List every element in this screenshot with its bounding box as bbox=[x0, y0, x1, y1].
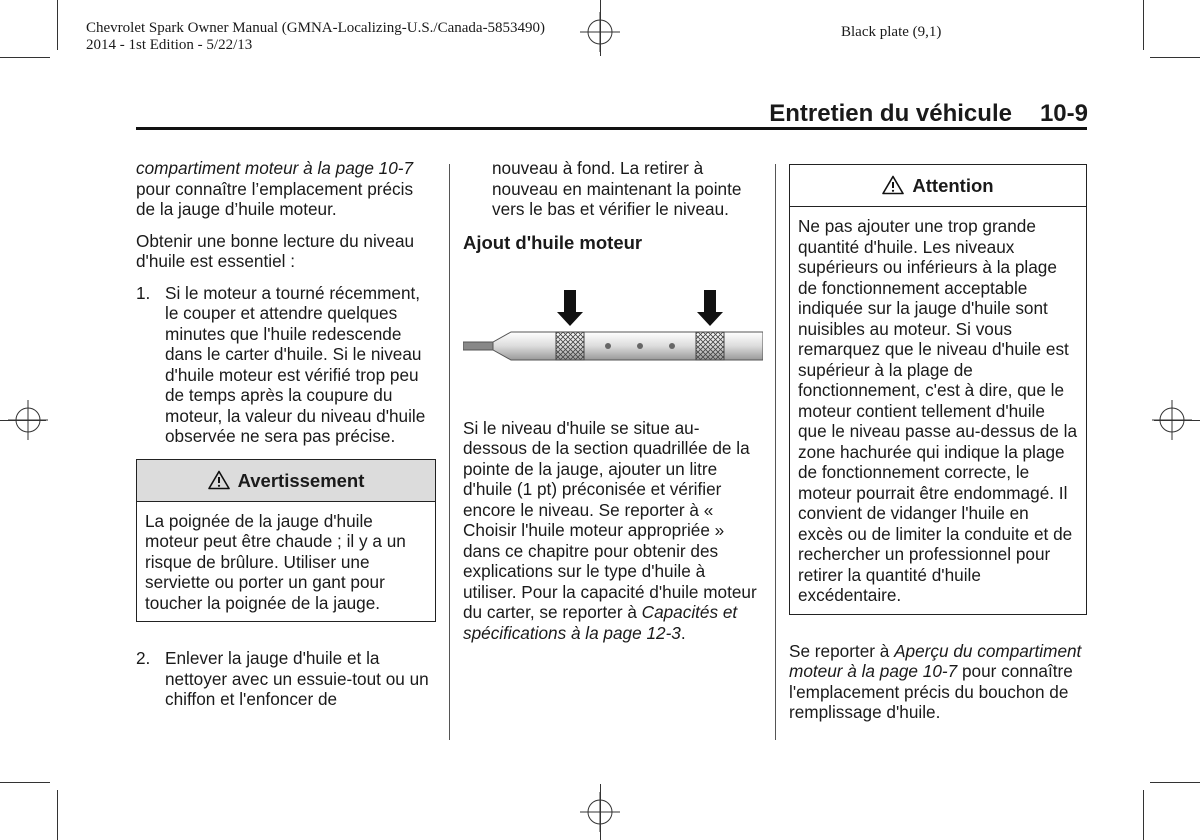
crop-mark bbox=[57, 0, 58, 50]
crop-mark bbox=[1143, 790, 1144, 840]
print-header-line2: 2014 - 1st Edition - 5/22/13 bbox=[86, 37, 253, 53]
registration-mark-icon bbox=[580, 792, 620, 832]
crop-mark bbox=[0, 782, 50, 783]
step-continued: nouveau à fond. La retirer à nouveau en maintenant la pointe vers le bas et vérifier le niveau. bbox=[492, 158, 742, 219]
attention-body: Ne pas ajouter une trop grande quantité d'huile. Les niveaux supérieurs ou inférieurs à la plage de fonctionnement acceptable indiquée sur la jauge d'huile sont nuisibles au moteur. Si vous remarquez que le niveau d'huile est supérieur à la plage de fonctionnement, c'est à dire, que le moteur contient tellement d'huile que le niveau passe au-dessus de la zone hachurée qui indique la plage de fonctionnement correcte, le moteur pourrait être endommagé. Il convient de vidanger l'huile en excès ou de limiter la conduite et de rechercher un professionnel pour retirer la quantité d'huile excédentaire. bbox=[798, 216, 1078, 605]
step-text: Enlever la jauge d'huile et la nettoyer avec un essuie-tout ou un chiffon et l'enfoncer de bbox=[165, 648, 429, 709]
step-number: 2. bbox=[136, 648, 151, 668]
body-text: . bbox=[680, 622, 686, 643]
list-item bbox=[136, 648, 436, 710]
crop-mark bbox=[1143, 0, 1144, 50]
attention-title: Attention bbox=[912, 175, 994, 196]
reading-note: Obtenir une bonne lecture du niveau d'huile est essentiel : bbox=[136, 230, 415, 271]
chapter-title: Entretien du véhicule bbox=[769, 100, 1012, 127]
section-heading: Ajout d'huile moteur bbox=[463, 231, 643, 253]
page-number: 10-9 bbox=[1039, 100, 1088, 127]
cross-reference-link[interactable]: Capacités et spécifications à la page 12-3 bbox=[463, 602, 738, 643]
warning-callout bbox=[136, 459, 436, 623]
plate-label: Black plate (9,1) bbox=[841, 24, 942, 40]
cross-reference-link[interactable]: Aperçu du compartiment moteur à la page 10-7 bbox=[789, 640, 1082, 681]
print-header bbox=[86, 20, 545, 54]
registration-mark-icon bbox=[580, 12, 620, 52]
column-3 bbox=[789, 164, 1087, 734]
body-text: Se reporter à bbox=[789, 640, 895, 661]
step-text: Si le moteur a tourné récemment, le couper et attendre quelques minutes que l'huile redescende dans le carter d'huile. Si le niveau d'huile moteur est vérifié trop peu de temps après la coupure du moteur, la valeur du niveau d'huile observée ne sera pas précise. bbox=[165, 282, 426, 446]
column-1 bbox=[136, 158, 436, 722]
crop-mark bbox=[57, 790, 58, 840]
warning-title: Avertissement bbox=[237, 469, 365, 491]
oil-add-paragraph bbox=[463, 418, 763, 644]
warning-header bbox=[137, 460, 435, 502]
registration-mark-icon bbox=[8, 400, 48, 440]
registration-mark-icon bbox=[1152, 400, 1192, 440]
intro-text: pour connaître l’emplacement précis de la jauge d’huile moteur. bbox=[136, 178, 414, 219]
column-divider bbox=[775, 164, 776, 740]
list-item bbox=[136, 283, 436, 447]
print-header-line1: Chevrolet Spark Owner Manual (GMNA-Localizing-U.S./Canada-5853490) bbox=[86, 20, 546, 36]
attention-callout bbox=[789, 164, 1087, 615]
attention-header bbox=[790, 165, 1086, 207]
column-divider bbox=[449, 164, 450, 740]
body-text: Si le niveau d'huile se situe au-dessous de la section quadrillée de la pointe de la jauge, ajouter un litre d'huile (1 pt) préconisée et vérifier encore le niveau. Se reporter à « Choisir l'huile moteur appropriée » dans ce chapitre pour obtenir des explications sur le type d'huile à utiliser. Pour la capacité d'huile moteur du carter, se reporter à bbox=[463, 417, 757, 622]
header-rule bbox=[136, 127, 1087, 130]
warning-body: La poignée de la jauge d'huile moteur peut être chaude ; il y a un risque de brûlure. Utiliser une serviette ou porter un gant pour toucher la poignée de la jauge. bbox=[145, 510, 406, 613]
intro-paragraph bbox=[136, 158, 436, 220]
dipstick-illustration-icon bbox=[463, 272, 763, 372]
crop-mark bbox=[1150, 57, 1200, 58]
step-number: 1. bbox=[136, 282, 151, 303]
reference-paragraph bbox=[789, 641, 1087, 723]
body-text: pour connaître l'emplacement précis du bouchon de remplissage d'huile. bbox=[789, 661, 1073, 722]
cross-reference-link[interactable]: compartiment moteur à la page 10-7 bbox=[136, 158, 414, 178]
crop-mark bbox=[1150, 782, 1200, 783]
warning-triangle-icon bbox=[882, 175, 904, 195]
column-2 bbox=[463, 158, 763, 654]
steps-list bbox=[136, 283, 436, 447]
running-head bbox=[769, 100, 1088, 128]
crop-mark bbox=[0, 57, 50, 58]
warning-triangle-icon bbox=[208, 470, 230, 490]
steps-list bbox=[136, 648, 436, 710]
